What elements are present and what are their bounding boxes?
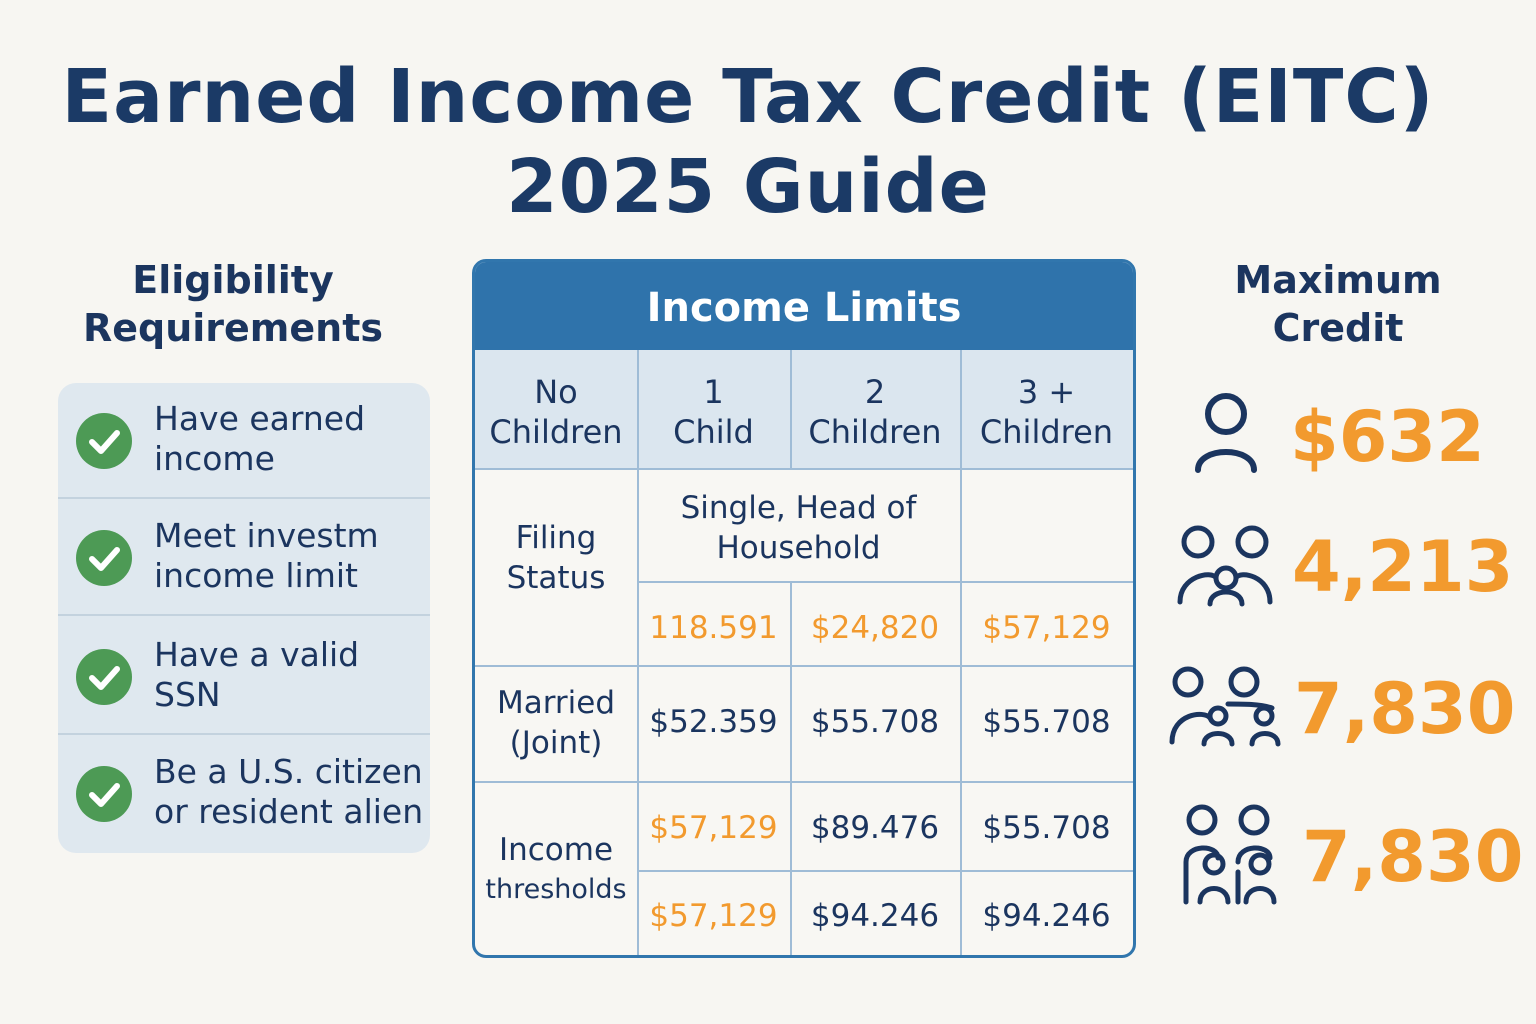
grid-line — [475, 665, 1133, 667]
maximum-credit-heading — [1200, 256, 1476, 352]
single-hoh-line-2: Household — [716, 530, 881, 566]
eligibility-item — [58, 619, 430, 735]
threshold-2-value-two-children: $94.246 — [810, 898, 940, 934]
column-header-line-1: 2 — [864, 373, 886, 411]
threshold-1-value-two-children: $89.476 — [810, 810, 940, 846]
column-header-line-1: 1 — [703, 373, 724, 411]
single-head-of-household-label — [637, 488, 960, 568]
married-value-three-plus-children: $55.708 — [982, 704, 1111, 740]
title-line-2: 2025 Guide — [506, 144, 990, 230]
column-header-line-2: Child — [673, 413, 754, 451]
married-value-one-child: $52.359 — [649, 704, 778, 740]
credit-amount: $632 — [1290, 396, 1485, 478]
eligibility-heading — [60, 256, 406, 352]
column-header-line-2: Children — [808, 413, 942, 451]
eligibility-item-line-2: or resident alien — [154, 792, 424, 831]
row-label-line-2: thresholds — [485, 874, 627, 905]
row-label-married-joint — [475, 683, 637, 763]
credit-row-one-child — [1164, 512, 1514, 622]
page-title — [0, 52, 1496, 232]
column-header-line-1: 3 + — [1017, 373, 1076, 411]
threshold-2-value-three-plus-children: $94.246 — [982, 898, 1111, 934]
eligibility-item-text — [154, 752, 430, 832]
threshold-1-value-one-child: $57,129 — [649, 810, 778, 846]
married-value-two-children: $55.708 — [810, 704, 940, 740]
eligibility-item-line-1: Have earned — [154, 399, 366, 438]
eligibility-item — [58, 736, 430, 852]
grid-line — [475, 468, 1133, 470]
credit-amount: 7,830 — [1294, 668, 1516, 750]
single-value-two-children: $24,820 — [810, 610, 940, 646]
row-label-line-1: Married — [496, 685, 616, 721]
grid-line — [637, 870, 1133, 872]
eligibility-item-text — [154, 516, 430, 596]
eligibility-item — [58, 383, 430, 499]
eligibility-item-line-2: SSN — [154, 675, 221, 714]
eligibility-item-line-1: Be a U.S. citizen — [154, 752, 423, 791]
income-limits-title: Income Limits — [475, 262, 1133, 350]
single-value-one-child: 11​8.591 — [649, 610, 778, 646]
row-label-line-2: (Joint) — [509, 725, 603, 761]
title-line-1: Earned Income Tax Credit (EITC) — [61, 54, 1435, 140]
threshold-1-value-three-plus-children: $55.708 — [982, 810, 1111, 846]
credit-amount: 4,213 — [1292, 526, 1514, 608]
row-label-line-1: Filing — [515, 520, 597, 556]
eligibility-heading-line-2: Requirements — [82, 306, 384, 350]
threshold-2-value-one-child: $57,129 — [649, 898, 778, 934]
credit-amount: 7,830 — [1302, 816, 1524, 898]
credit-row-two-children — [1164, 654, 1516, 764]
grid-line — [637, 581, 1133, 583]
column-header-line-2: Children — [489, 413, 623, 451]
check-icon — [76, 530, 132, 586]
eligibility-item-text — [154, 635, 430, 715]
family-two-children-icon — [1164, 654, 1284, 764]
single-value-three-plus-children: $57,129 — [982, 610, 1111, 646]
grid-line — [475, 781, 1133, 783]
column-header-line-2: Children — [979, 413, 1114, 451]
row-label-line-1: Income — [498, 832, 614, 868]
column-header-three-plus-children — [960, 372, 1133, 452]
column-header-no-children — [475, 372, 637, 452]
eligibility-item-line-1: Meet investm — [154, 516, 379, 555]
eligibility-item-line-2: income limit — [154, 556, 358, 595]
eligibility-item-text — [154, 399, 430, 479]
column-header-two-children — [790, 372, 960, 452]
eligibility-item-line-2: income — [154, 439, 275, 478]
maximum-credit-heading-line-1: Maximum — [1234, 258, 1442, 302]
credit-row-no-children — [1164, 382, 1504, 492]
eligibility-item-line-1: Have a valid — [154, 635, 360, 674]
check-icon — [76, 766, 132, 822]
income-limits-table — [472, 259, 1136, 958]
row-label-filing-status — [475, 518, 637, 598]
family-three-children-icon — [1164, 802, 1284, 912]
column-header-line-1: No — [534, 373, 578, 411]
eligibility-list — [58, 383, 430, 853]
check-icon — [76, 649, 132, 705]
adult-child-icon — [1164, 512, 1284, 622]
column-header-one-child — [637, 372, 790, 452]
credit-row-three-plus-children — [1164, 802, 1524, 912]
row-label-line-2: Status — [506, 560, 606, 596]
eligibility-heading-line-1: Eligibility — [132, 258, 334, 302]
check-icon — [76, 413, 132, 469]
single-person-icon — [1164, 382, 1284, 492]
row-label-income-thresholds — [475, 830, 637, 910]
single-hoh-line-1: Single, Head of — [680, 490, 917, 526]
eligibility-item — [58, 500, 430, 616]
maximum-credit-heading-line-2: Credit — [1272, 306, 1404, 350]
